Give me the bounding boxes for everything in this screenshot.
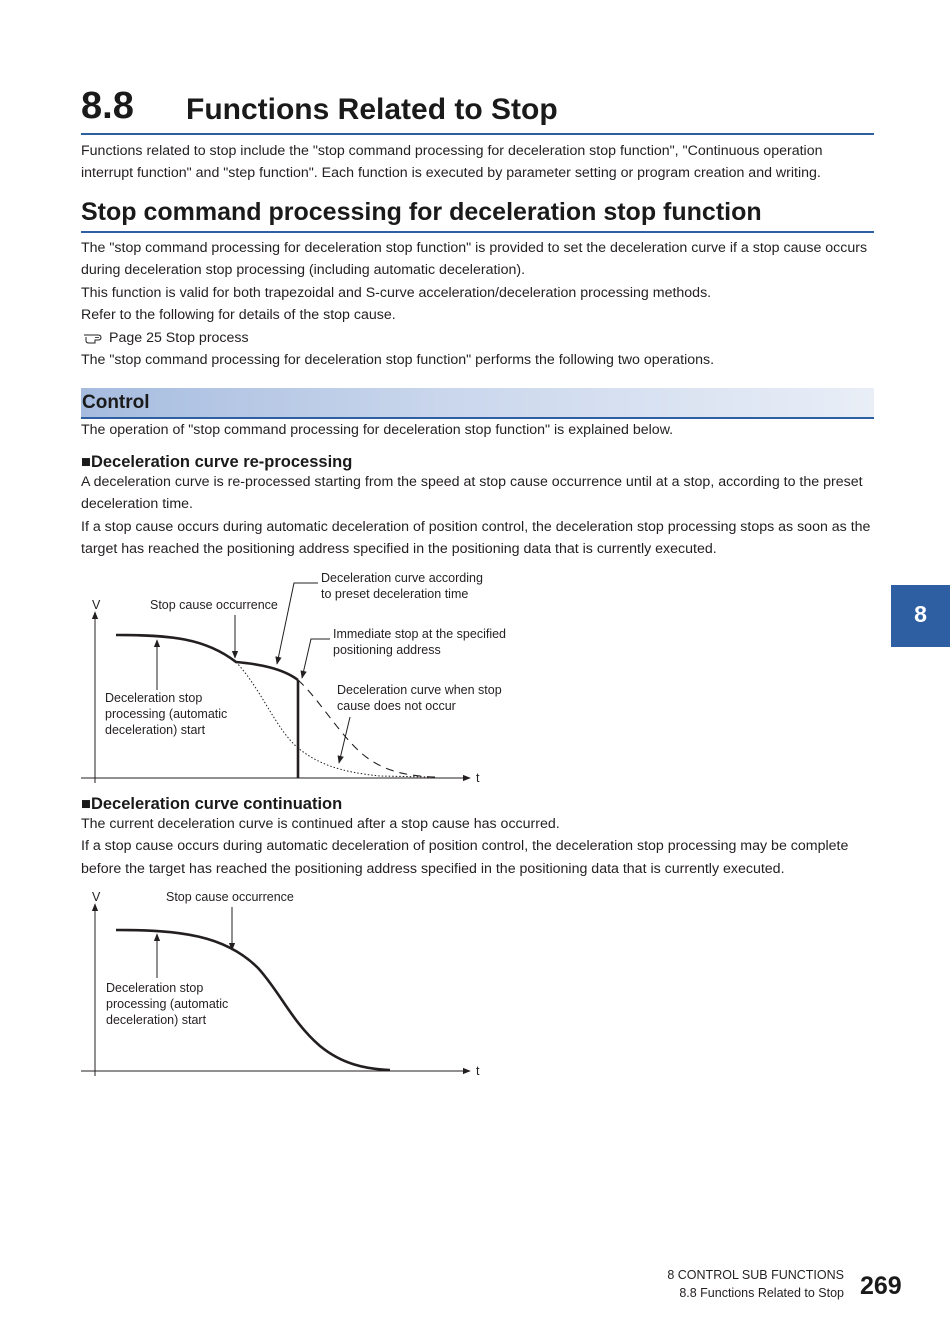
actual-curve [116, 635, 298, 680]
body-line: If a stop cause occurs during automatic deceleration of position control, the deceleration stop processing stops as soon as the [81, 518, 871, 535]
body-line: target has reached the positioning address specified in the positioning data that is currently executed. [81, 541, 717, 558]
intro-line: interrupt function" and "step function". Each function is executed by parameter setting or program creation and writing. [81, 165, 821, 182]
start-label: deceleration) start [106, 1013, 207, 1027]
start-label: Deceleration stop [106, 981, 204, 995]
control-heading: Control [82, 392, 150, 413]
immediate-stop-label: Immediate stop at the specified [333, 627, 507, 641]
reference-text[interactable]: Page 25 Stop process [109, 329, 249, 346]
start-label: processing (automatic [106, 997, 229, 1011]
body-line: The "stop command processing for deceleration stop function" performs the following two operations. [81, 352, 715, 369]
t-axis-label: t [476, 1064, 480, 1078]
continuation-text [81, 813, 881, 880]
intro-line: Functions related to stop include the "stop command processing for deceleration stop function", "Continuous operation [81, 143, 823, 159]
start-label: deceleration) start [105, 723, 206, 737]
body-line: This function is valid for both trapezoidal and S-curve acceleration/deceleration processing methods. [81, 284, 712, 301]
v-axis-label: V [92, 598, 101, 612]
body-line: The current deceleration curve is continued after a stop cause has occurred. [81, 816, 560, 832]
section-title: Functions Related to Stop [186, 93, 558, 126]
no-stop-label: Deceleration curve when stop [337, 683, 502, 697]
v-axis-label: V [92, 890, 101, 904]
preset-curve-label: Deceleration curve according [321, 571, 483, 585]
body-line: A deceleration curve is re-processed starting from the speed at stop cause occurrence until at a stop, according to the preset [81, 474, 863, 490]
continuation-heading: ■Deceleration curve continuation [81, 795, 343, 813]
original-curve-dotted [236, 662, 430, 777]
stop-cause-label: Stop cause occurrence [150, 598, 278, 612]
body-line: during deceleration stop processing (including automatic deceleration). [81, 262, 526, 279]
no-stop-label: cause does not occur [337, 699, 456, 713]
body-line: before the target has reached the positioning address specified in the positioning data that is currently executed. [81, 860, 785, 877]
chapter-tab[interactable]: 8 [891, 585, 950, 647]
page-number: 269 [860, 1272, 902, 1300]
t-axis-label: t [476, 771, 480, 785]
reprocessing-heading: ■Deceleration curve re-processing [81, 453, 353, 471]
subsection-title: Stop command processing for deceleration stop function [81, 198, 762, 226]
preset-curve-arrow [277, 583, 318, 664]
no-stop-arrow [339, 717, 350, 763]
immediate-stop-label: positioning address [333, 643, 441, 657]
start-label: Deceleration stop [105, 691, 203, 705]
body-line: The "stop command processing for deceleration stop function" is provided to set the deceleration curve if a stop cause occurs [81, 240, 868, 256]
immediate-stop-arrow [302, 639, 330, 678]
control-text: The operation of "stop command processing for deceleration stop function" is explained below. [81, 422, 674, 438]
start-label: processing (automatic [105, 707, 228, 721]
stop-cause-label: Stop cause occurrence [166, 890, 294, 904]
footer-chapter: 8 CONTROL SUB FUNCTIONS [667, 1268, 844, 1282]
body-line: If a stop cause occurs during automatic deceleration of position control, the deceleration stop processing may be complete [81, 838, 849, 855]
footer-section: 8.8 Functions Related to Stop [679, 1286, 844, 1300]
body-line: Refer to the following for details of the stop cause. [81, 307, 396, 324]
preset-curve-label: to preset deceleration time [321, 587, 469, 601]
section-number: 8.8 [81, 85, 134, 127]
body-line: deceleration time. [81, 496, 193, 513]
